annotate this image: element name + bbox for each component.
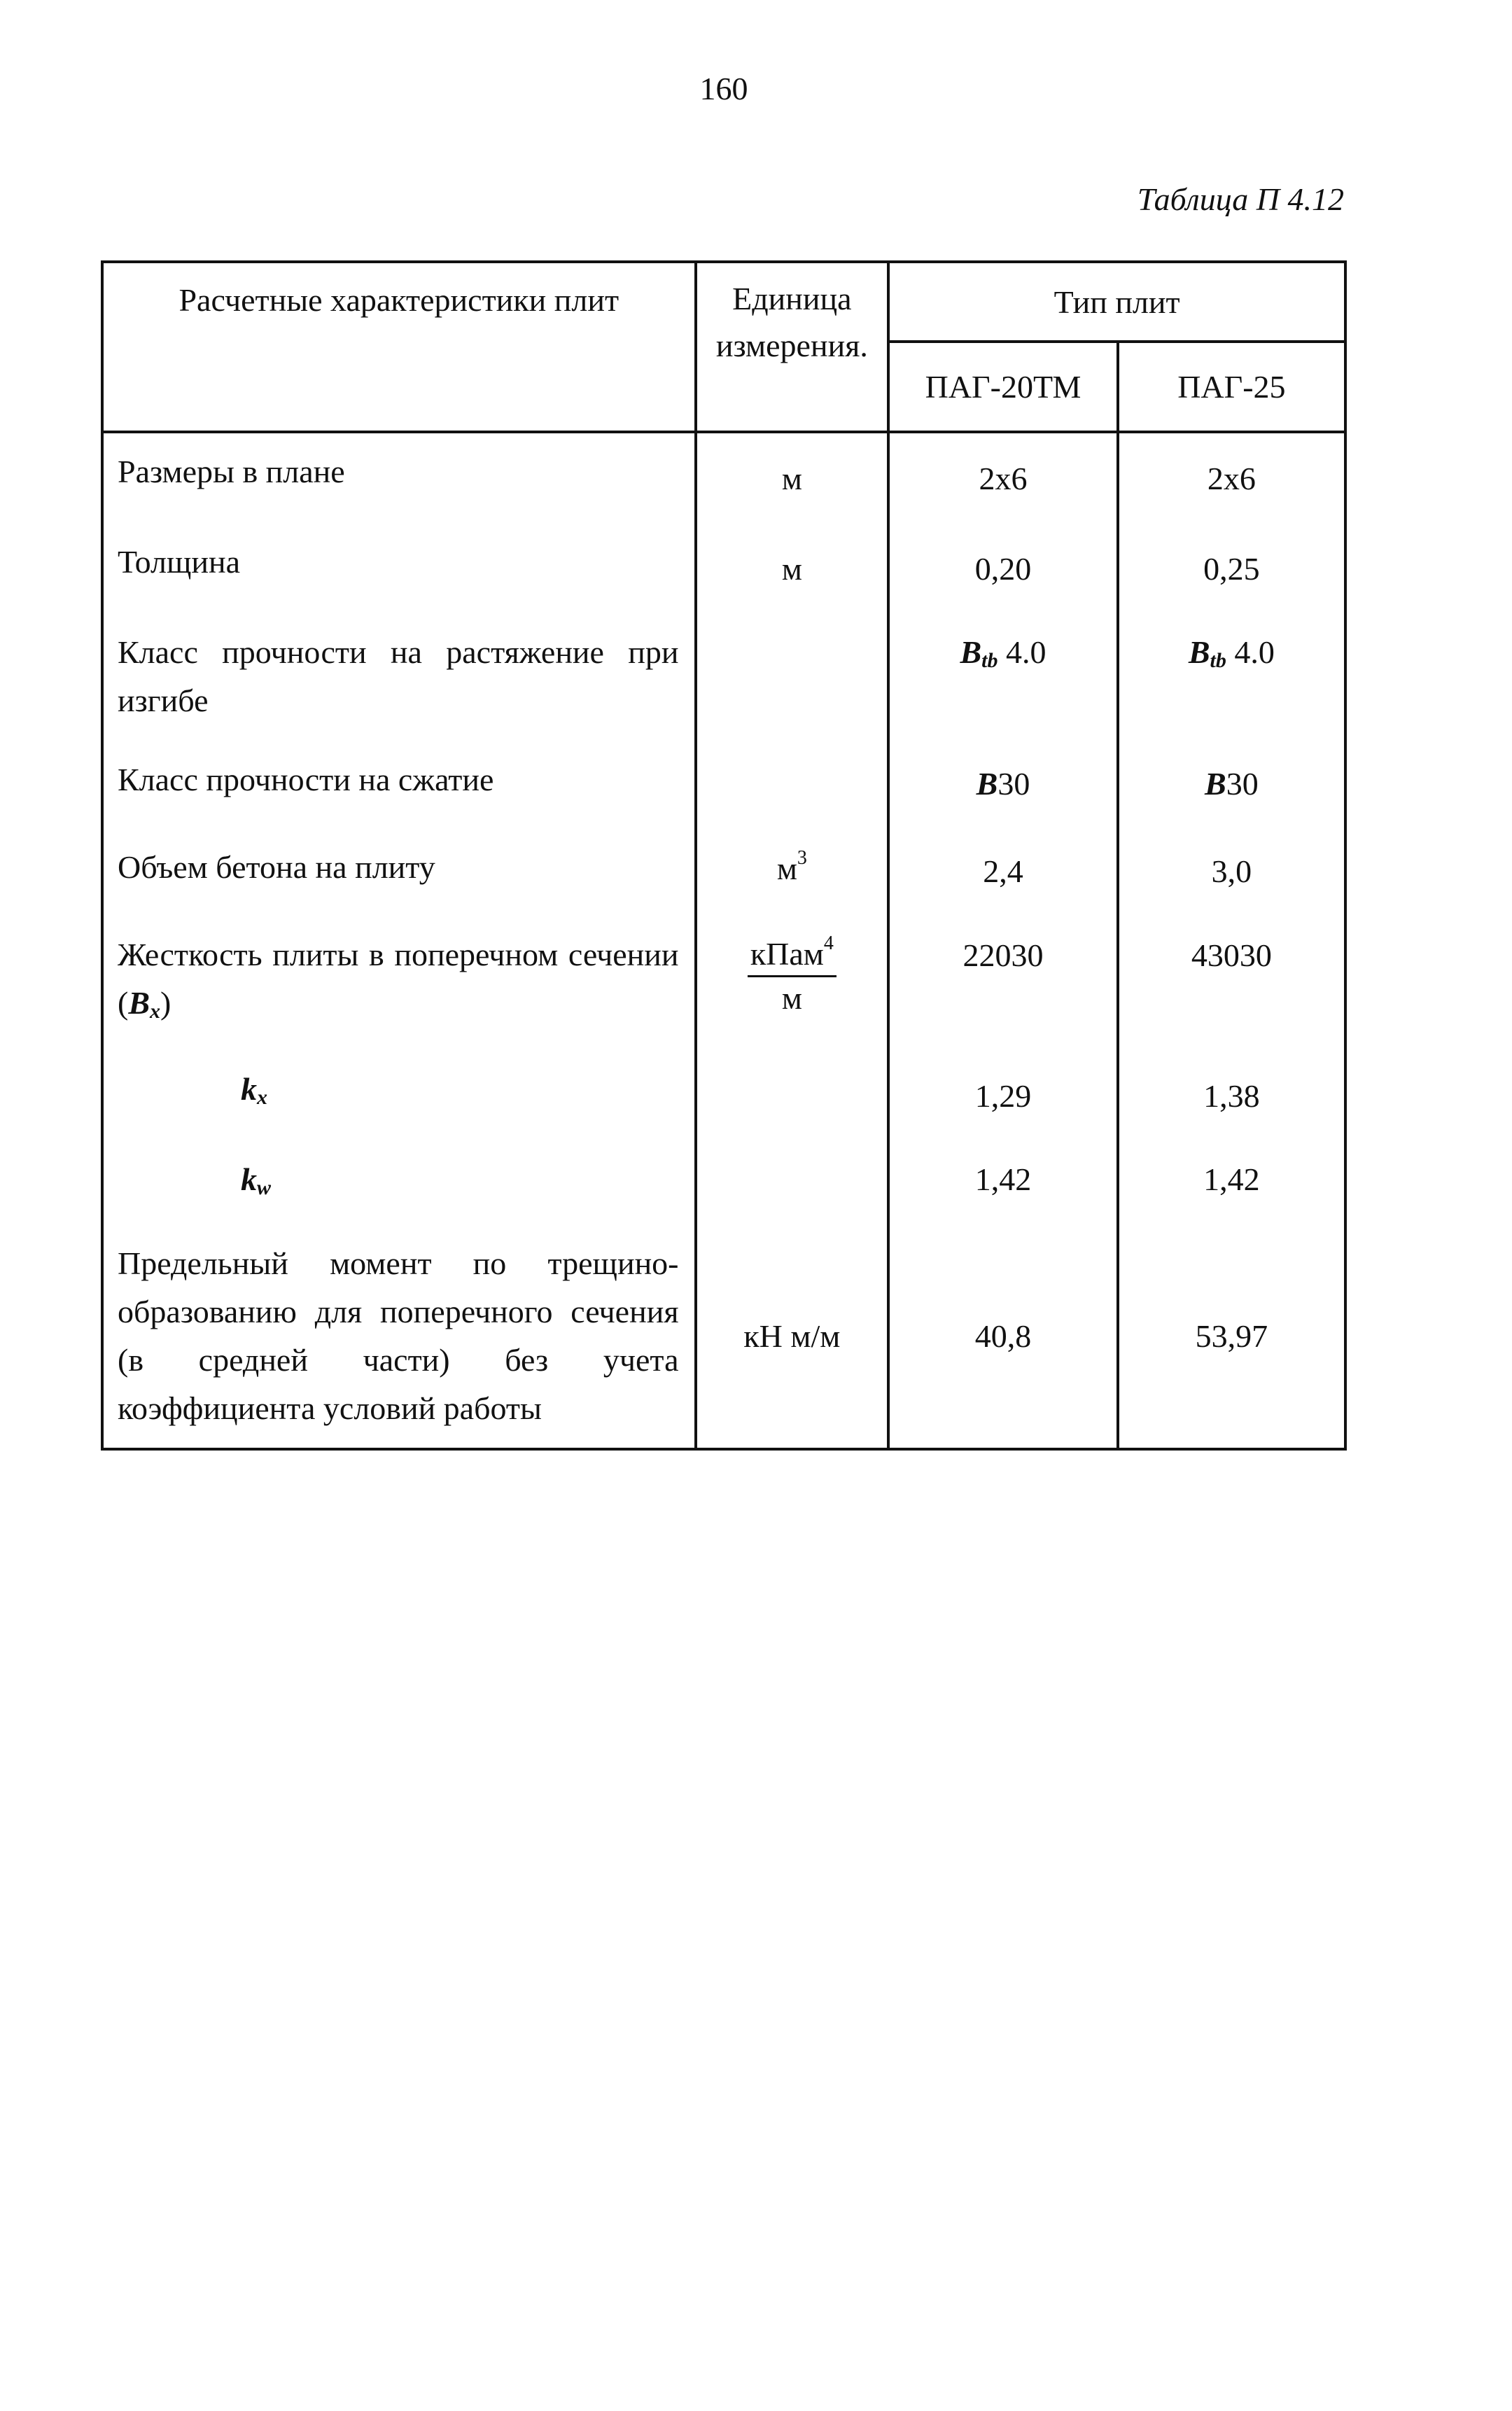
cell-value-b: 1,38: [1118, 1065, 1345, 1155]
unit-fraction: [748, 931, 836, 1019]
page-number: 160: [699, 71, 748, 106]
cell-feature: Класс прочности на растяжение при изгибе: [102, 628, 696, 755]
class-value: 30: [997, 766, 1030, 802]
class-symbol: B: [1188, 634, 1210, 670]
stiffness-subscript: x: [150, 1000, 161, 1023]
cell-unit: м: [696, 538, 889, 628]
cell-feature: Объем бетона на плиту: [102, 843, 696, 930]
cell-unit: м: [696, 432, 889, 538]
cell-feature: Предельный момент по трещино-образованию для поперечного сечения (в средней части) без учета коэффициента условий работы: [102, 1239, 696, 1449]
cell-value-a: 0,20: [888, 538, 1118, 628]
cell-feature: Класс прочности на сжатие: [102, 755, 696, 843]
class-symbol: B: [1205, 766, 1226, 802]
class-subscript: tb: [981, 649, 998, 672]
cell-unit: [696, 755, 889, 843]
coef-subscript: x: [257, 1086, 267, 1109]
class-symbol: B: [960, 634, 982, 670]
table-row-stiffness: [102, 930, 1345, 1065]
cell-value-a: [888, 628, 1118, 755]
cell-value-b: [1118, 755, 1345, 843]
table-caption: Таблица П 4.12: [1137, 181, 1344, 217]
cell-value-b: 43030: [1118, 930, 1345, 1065]
unit-exponent: 3: [797, 847, 807, 869]
table-row-volume: [102, 843, 1345, 930]
table-row-moment: [102, 1239, 1345, 1449]
table-row-tensile-class: [102, 628, 1345, 755]
table-row-kx: [102, 1065, 1345, 1155]
class-value: 4.0: [1006, 634, 1046, 670]
cell-unit: [696, 930, 889, 1065]
header-type-a: ПАГ-20ТМ: [888, 342, 1118, 432]
header-type-group: Тип плит: [888, 262, 1345, 342]
cell-feature: [102, 1155, 696, 1239]
feature-close: ): [160, 985, 172, 1021]
cell-value-a: 40,8: [888, 1239, 1118, 1449]
cell-unit: [696, 628, 889, 755]
cell-feature: Размеры в плане: [102, 432, 696, 538]
unit-base: м: [776, 851, 797, 886]
cell-value-b: 2х6: [1118, 432, 1345, 538]
coef-symbol: k: [241, 1071, 257, 1107]
class-value: 30: [1226, 766, 1259, 802]
cell-feature: [102, 930, 696, 1065]
header-unit: Единица измерения.: [696, 262, 889, 432]
table-row-thickness: [102, 538, 1345, 628]
stiffness-symbol: B: [128, 985, 150, 1021]
class-symbol: B: [976, 766, 998, 802]
plate-characteristics-table: [101, 260, 1347, 1451]
cell-value-a: [888, 755, 1118, 843]
cell-value-b: 3,0: [1118, 843, 1345, 930]
cell-value-a: 1,29: [888, 1065, 1118, 1155]
unit-numerator-exponent: 4: [823, 932, 834, 954]
cell-value-b: 1,42: [1118, 1155, 1345, 1239]
table-row-compressive-class: [102, 755, 1345, 843]
coef-symbol: k: [241, 1161, 257, 1197]
class-subscript: tb: [1210, 649, 1226, 672]
cell-value-b: 0,25: [1118, 538, 1345, 628]
table-row-sizes: [102, 432, 1345, 538]
cell-value-b: [1118, 628, 1345, 755]
unit-numerator: [748, 931, 836, 977]
class-value: 4.0: [1234, 634, 1275, 670]
cell-unit: [696, 1065, 889, 1155]
cell-unit: кН м/м: [696, 1239, 889, 1449]
cell-value-a: 2х6: [888, 432, 1118, 538]
cell-value-a: 1,42: [888, 1155, 1118, 1239]
header-type-b: ПАГ-25: [1118, 342, 1345, 432]
cell-value-a: 22030: [888, 930, 1118, 1065]
coef-subscript: w: [257, 1176, 272, 1199]
cell-value-b: 53,97: [1118, 1239, 1345, 1449]
cell-feature: Толщина: [102, 538, 696, 628]
header-feature: Расчетные характеристики плит: [102, 262, 696, 432]
feature-text: Жесткость плиты в поперечном сечении (: [118, 937, 679, 1021]
table-row-kw: [102, 1155, 1345, 1239]
unit-numerator-text: кПам: [750, 936, 824, 972]
unit-denominator: м: [781, 979, 802, 1016]
cell-unit: [696, 1155, 889, 1239]
cell-value-a: 2,4: [888, 843, 1118, 930]
cell-unit: [696, 843, 889, 930]
cell-feature: [102, 1065, 696, 1155]
